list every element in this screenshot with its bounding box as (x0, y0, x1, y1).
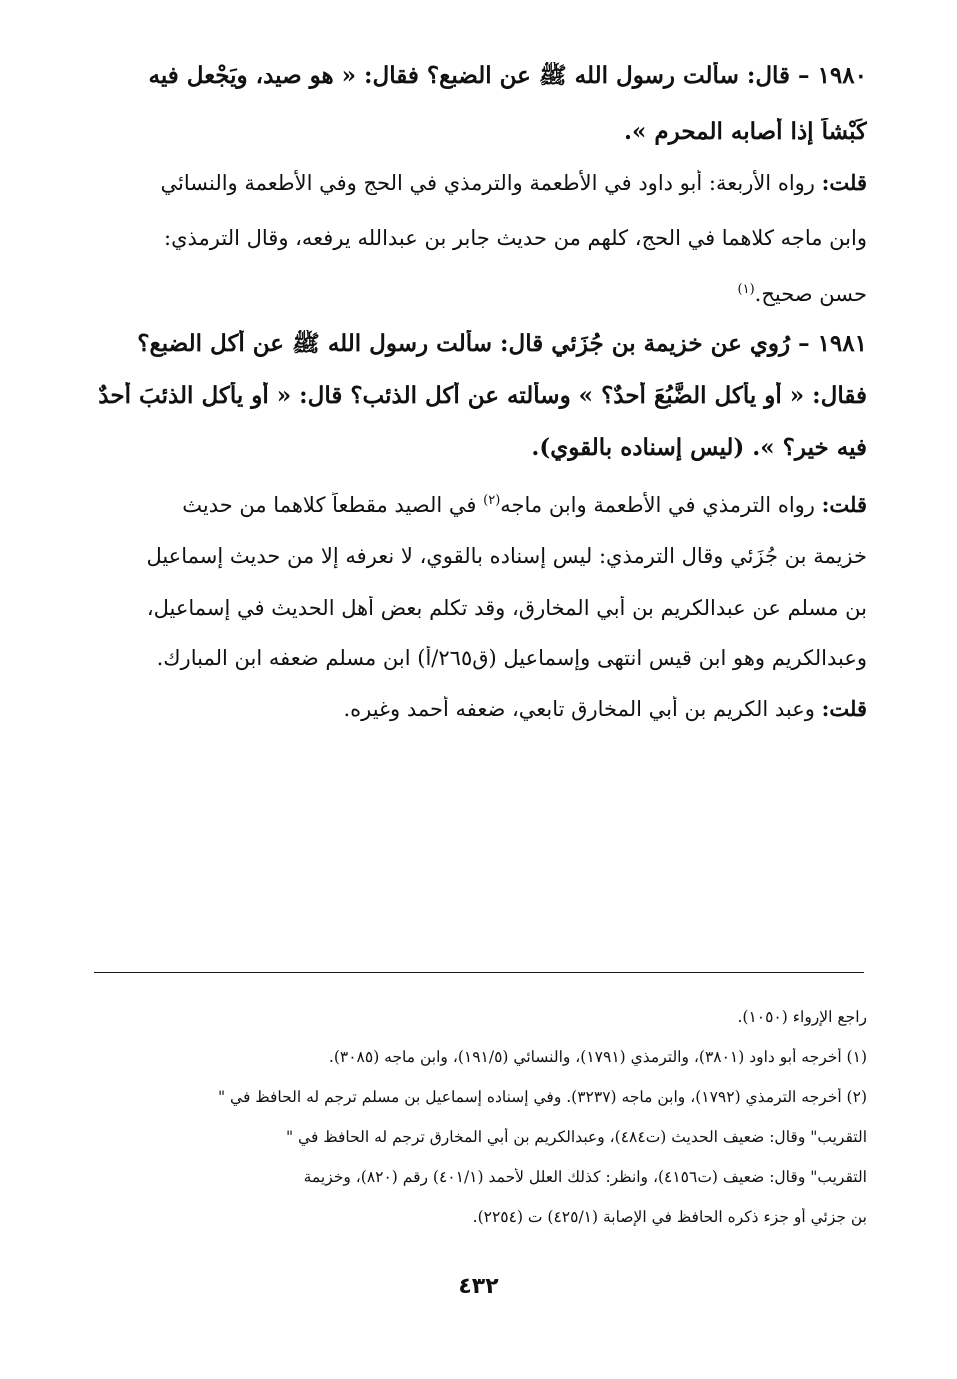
footnote-ref-2: (٢) (483, 493, 501, 508)
hadith-1981-line-2: فقال: « أو يأكل الضَّبُعَ أحدٌ؟ » وسألته عن أكل الذئب؟ قال: « أو يأكل الذئبَ أحدٌ (98, 382, 867, 409)
comment-1981-line-1 (92, 492, 867, 518)
comment-lead: قلت: (821, 170, 867, 195)
comment-lead: قلت: (821, 696, 867, 721)
footnote-1: (١) أخرجه أبو داود (٣٨٠١)، والترمذي (١٧٩١)، والنسائي (١٩١/٥)، وابن ماجه (٣٠٨٥). (328, 1048, 867, 1066)
comment-1980-text-3: حسن صحيح. (754, 282, 867, 306)
hadith-1981-line-3: فيه خير؟ ». (ليس إسناده بالقوي). (531, 434, 867, 461)
comment-final-line (92, 696, 867, 722)
hadith-1980-line-1: ١٩٨٠ – قال: سألت رسول الله ﷺ عن الضبع؟ فقال: « هو صيد، ويَجْعل فيه (148, 62, 867, 89)
comment-1980-line-2: وابن ماجه كلاهما في الحج، كلهم من حديث جابر بن عبدالله يرفعه، وقال الترمذي: (164, 226, 867, 250)
footnote-divider (94, 972, 864, 973)
footnote-2-line-3: التقريب" وقال: ضعيف (ت٤١٥٦)، وانظر: كذلك العلل لأحمد (٤٠١/١) رقم (٨٢٠)، وخزيمة (303, 1168, 867, 1186)
comment-1981-text-1a: رواه الترمذي في الأطعمة وابن ماجه (500, 493, 815, 517)
comment-final-text: وعبد الكريم بن أبي المخارق تابعي، ضعفه أحمد وغيره. (343, 697, 815, 721)
comment-1981-line-3: بن مسلم عن عبدالكريم بن أبي المخارق، وقد تكلم بعض أهل الحديث في إسماعيل، (146, 596, 867, 620)
footnote-ref-1: (١) (737, 282, 755, 297)
footnote-2-line-1: (٢) أخرجه الترمذي (١٧٩٢)، وابن ماجه (٣٢٣٧). وفي إسناده إسماعيل بن مسلم ترجم له الحافظ في " (217, 1088, 867, 1106)
hadith-1980-line-2: كَبْشاً إذا أصابه المحرم ». (624, 118, 867, 145)
comment-lead: قلت: (821, 492, 867, 517)
comment-1981-line-4: وعبدالكريم وهو ابن قيس انتهى وإسماعيل (ق٢٦٥/أ) ابن مسلم ضعفه ابن المبارك. (156, 646, 867, 670)
comment-1981-text-1b: في الصيد مقطعاً كلاهما من حديث (182, 493, 477, 517)
page-number: ٤٣٢ (458, 1274, 499, 1299)
comment-1980-line-1 (92, 170, 867, 196)
footnote-2-line-2: التقريب" وقال: ضعيف الحديث (ت٤٨٤)، وعبدالكريم بن أبي المخارق ترجم له الحافظ في " (286, 1128, 867, 1146)
comment-1981-line-2: خزيمة بن جُزَئي وقال الترمذي: ليس إسناده بالقوي، لا نعرفه إلا من حديث إسماعيل (146, 544, 867, 568)
footnote-2-line-4: بن جزئي أو جزء ذكره الحافظ في الإصابة (٤٢٥/١) ت (٢٢٥٤). (472, 1208, 867, 1226)
hadith-1981-line-1: ١٩٨١ – رُوي عن خزيمة بن جُزَئي قال: سألت رسول الله ﷺ عن أكل الضبع؟ (137, 330, 867, 357)
comment-1980-text-1: رواه الأربعة: أبو داود في الأطعمة والترمذي في الحج وفي الأطعمة والنسائي (160, 171, 815, 195)
footnote-0: راجع الإرواء (١٠٥٠). (737, 1008, 867, 1026)
comment-1980-line-3 (92, 282, 867, 307)
